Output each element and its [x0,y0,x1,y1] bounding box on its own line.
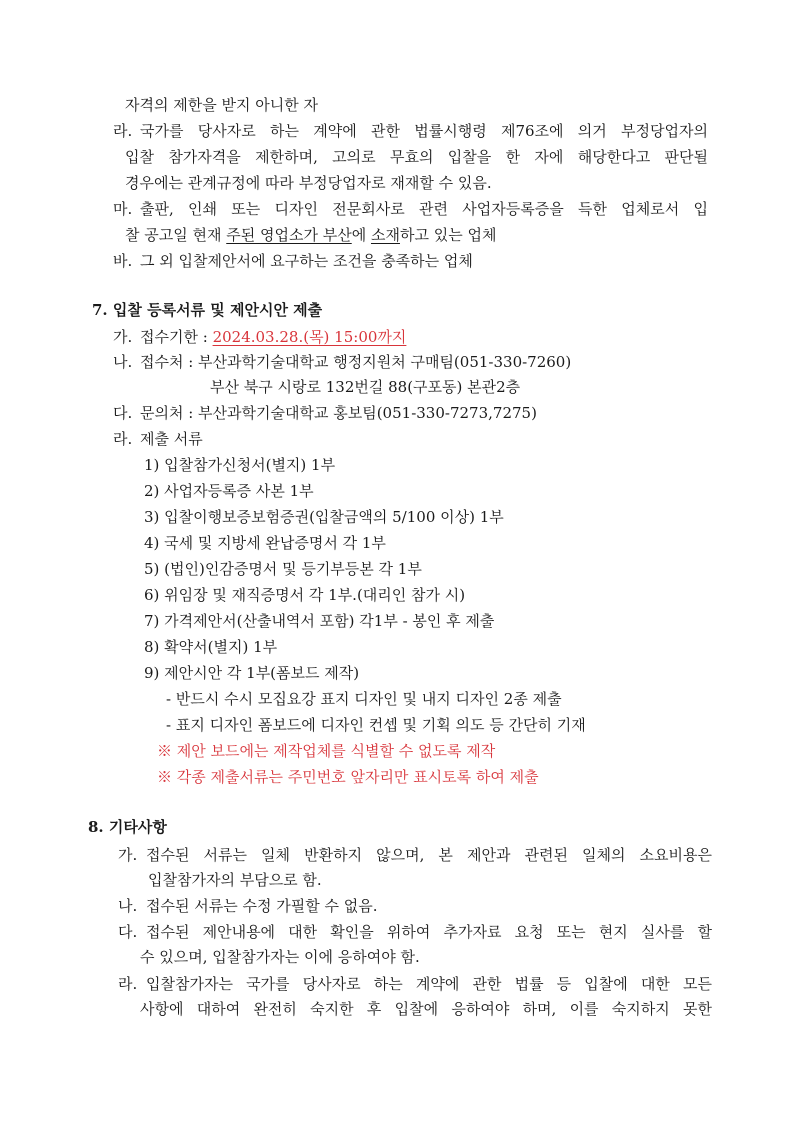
document-item-9: 9) 제안시안 각 1부(폼보드 제작) [144,664,360,682]
s8-ga-line-2: 입찰참가자의 부담으로 함. [148,871,322,889]
item-ba-marker: 바. [113,252,133,270]
ma-line2-mid: 에 [351,226,371,244]
document-item-3: 3) 입찰이행보증보험증권(입찰금액의 5/100 이상) 1부 [144,508,504,526]
ma-line2-underlined-situated: 소재 [370,226,400,244]
s7-da-marker: 다. [113,404,133,422]
item-ma-line-1: 출판, 인쇄 또는 디자인 전문회사로 관련 사업자등록증을 득한 업체로서 입 [140,200,708,218]
ma-line2-post: 하고 있는 업체 [399,226,497,244]
item-ra-line-1: 국가를 당사자로 하는 계약에 관한 법률시행령 제76조에 의거 부정당업자의 [140,122,708,140]
s7-ra-marker: 라. [113,430,133,448]
item-ra-line-3: 경우에는 관계규정에 따라 부정당업자로 재재할 수 있음. [125,174,492,192]
item-ra-line-2: 입찰 참가자격을 제한하며, 고의로 무효의 입찰을 한 자에 해당한다고 판단될 [125,148,708,166]
s8-ga-line-1: 접수된 서류는 일체 반환하지 않으며, 본 제안과 관련된 일체의 소요비용은 [146,846,712,864]
document-item-1: 1) 입찰참가신청서(별지) 1부 [144,456,336,474]
note-anonymous-board: ※ 제안 보드에는 제작업체를 식별할 수 없도록 제작 [157,742,496,760]
document-item-7: 7) 가격제안서(산출내역서 포함) 각1부 - 봉인 후 제출 [144,612,495,630]
s8-da-marker: 다. [118,923,138,941]
s8-ga-marker: 가. [118,846,138,864]
document-item-2: 2) 사업자등록증 사본 1부 [144,482,314,500]
s7-documents-title: 제출 서류 [140,430,203,448]
s7-deadline-value: 2024.03.28.(목) 15:00까지 [212,328,407,346]
s7-na-marker: 나. [113,353,133,371]
section-7-heading: 7. 입찰 등록서류 및 제안시안 제출 [92,301,323,319]
item-ra-marker: 라. [113,122,133,140]
s7-inquiry-line: 문의처 : 부산과학기술대학교 홍보팀(051-330-7273,7275) [140,404,537,422]
s7-deadline-line [140,327,406,347]
s8-ra-line-2: 사항에 대하여 완전히 숙지한 후 입찰에 응하여야 하며, 이를 숙지하지 못한 [140,1000,712,1018]
s7-reception-line-1: 접수처 : 부산과학기술대학교 행정지원처 구매팀(051-330-7260) [140,353,572,371]
s8-na-marker: 나. [118,897,138,915]
document-item-8: 8) 확약서(별지) 1부 [144,638,278,656]
item-ma-line-2 [125,225,496,245]
document-sub-item-1: - 반드시 수시 모집요강 표지 디자인 및 내지 디자인 2종 제출 [166,690,562,708]
s8-na-line: 접수된 서류는 수정 가필할 수 없음. [146,897,378,915]
note-id-number: ※ 각종 제출서류는 주민번호 앞자리만 표시토록 하여 제출 [157,768,539,786]
section-8-heading: 8. 기타사항 [88,818,167,836]
document-item-6: 6) 위임장 및 재직증명서 각 1부.(대리인 참가 시) [144,586,466,604]
ma-line2-pre: 찰 공고일 현재 [125,226,227,244]
document-item-5: 5) (법인)인감증명서 및 등기부등본 각 1부 [144,560,422,578]
s8-da-line-1: 접수된 제안내용에 대한 확인을 위하여 추가자료 요청 또는 현지 실사를 할 [146,923,712,941]
s7-reception-line-2: 부산 북구 시랑로 132번길 88(구포동) 본관2층 [210,378,521,396]
eligibility-continuation: 자격의 제한을 받지 아니한 자 [125,96,318,114]
s7-deadline-label: 접수기한 : [140,328,213,346]
document-item-4: 4) 국세 및 지방세 완납증명서 각 1부 [144,534,386,552]
s8-da-line-2: 수 있으며, 입찰참가자는 이에 응하여야 함. [140,948,420,966]
ma-line2-underlined-location: 주된 영업소가 부산 [226,226,352,244]
document-sub-item-2: - 표지 디자인 폼보드에 디자인 컨셉 및 기획 의도 등 간단히 기재 [166,716,586,734]
s8-ra-line-1: 입찰참가자는 국가를 당사자로 하는 계약에 관한 법률 등 입찰에 대한 모든 [146,975,712,993]
item-ba-line: 그 외 입찰제안서에 요구하는 조건을 충족하는 업체 [140,252,473,270]
s7-ga-marker: 가. [113,328,133,346]
item-ma-marker: 마. [113,200,133,218]
s8-ra-marker: 라. [118,975,138,993]
